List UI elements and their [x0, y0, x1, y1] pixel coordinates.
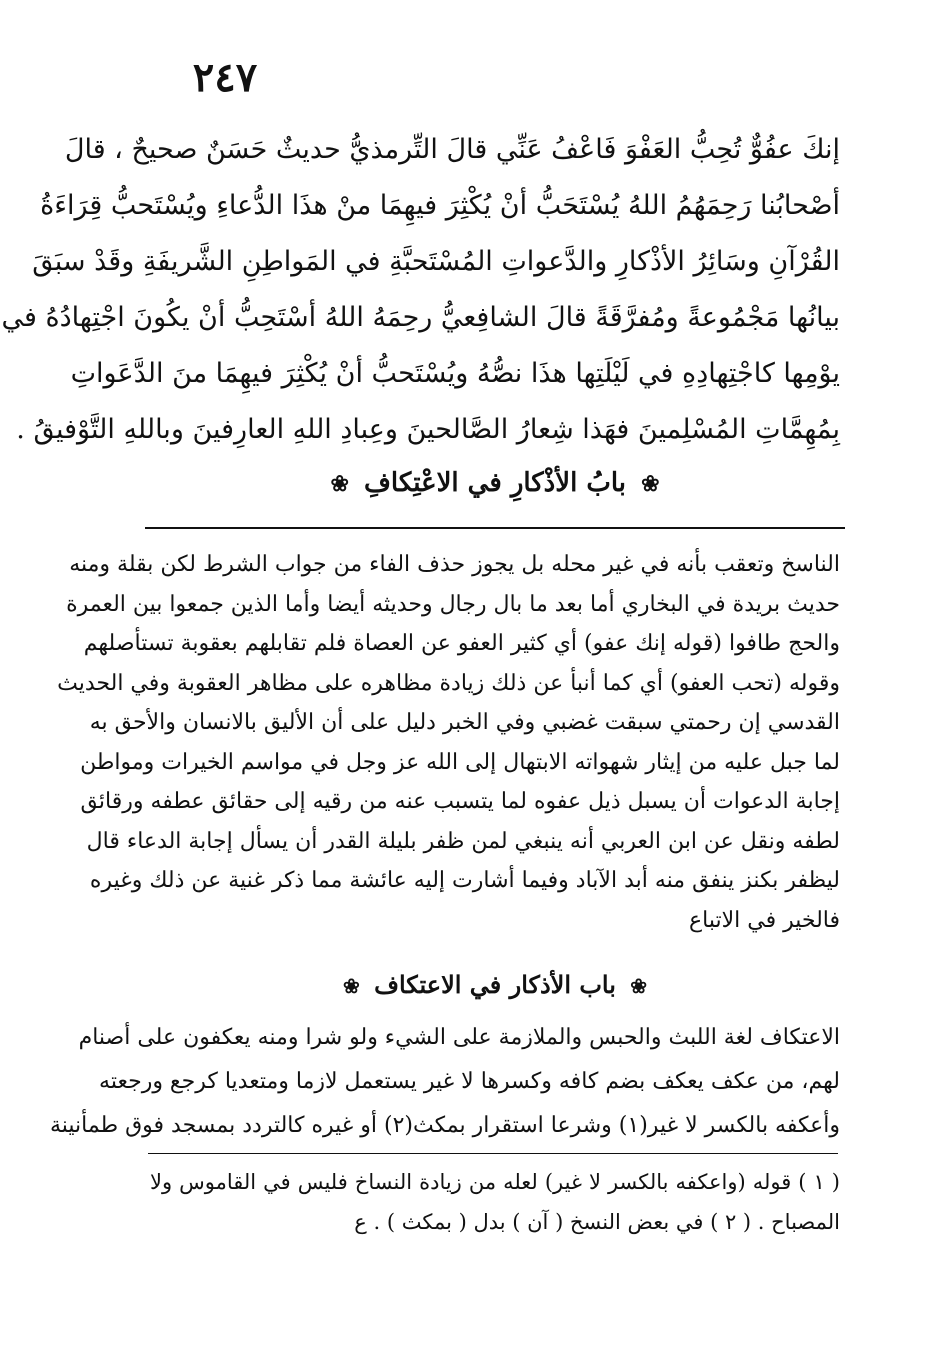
footnote-line: المصباح . ( ٢ ) في بعض النسخ ( آن ) بدل ( بمكث ) . ع	[354, 1210, 840, 1234]
main-text-block	[1, 122, 840, 458]
main-text-line: إنكَ عفُوٌّ تُحِبُّ العَفْوَ فَاعْفُ عَنِّي قالَ التِّرمذيُّ حديثٌ حَسَنٌ صحيحٌ ، قالَ	[64, 134, 840, 165]
commentary-line: لما جبل عليه من إيثار شهواته الابتهال إلى الله عز وجل في مواسم الخيرات ومواطن	[80, 749, 840, 775]
main-text-line: أصْحابُنا رَحِمَهُمُ اللهُ يُسْتَحَبُّ أنْ يُكْثِرَ فيهِمَا منْ هذَا الدُّعاءِ ويُسْتَحبُّ قِرَاءَةُ	[40, 190, 840, 221]
footnotes-block	[150, 1162, 840, 1242]
commentary-heading	[150, 970, 840, 999]
commentary-line: فالخير في الاتباع	[689, 907, 840, 933]
main-text-line: القُرْآنِ وسَائِرُ الأذْكارِ والدَّعواتِ المُسْتَحبَّةِ في المَواطِنِ الشَّريفَةِ وقَدْ سبَقَ	[32, 246, 840, 277]
commentary-line: ليظفر بكنز ينفق منه أبد الآباد وفيما أشارت إليه عائشة مما ذكر غنية عن ذلك وغيره	[89, 868, 840, 893]
ornament-icon: ❀	[641, 471, 660, 497]
main-text-line: بِمُهِمَّاتِ المُسْلِمينَ فهَذا شِعارُ الصَّالحينَ وعِبادِ اللهِ العارِفينَ وباللهِ التَّوْفيقُ .	[16, 414, 840, 445]
ornament-icon: ❀	[630, 974, 648, 998]
commentary-line: القدسي إن رحمتي سبقت غضبي وفي الخبر دليل على أن الأليق بالانسان والأحق به	[89, 710, 840, 735]
commentary-heading-text: باب الأذكار في الاعتكاف	[374, 970, 616, 999]
ornament-icon: ❀	[330, 471, 349, 497]
main-text-line: يوْمِها كاجْتِهادِهِ في لَيْلَتِها هذَا نصُّهُ ويُسْتَحبُّ أنْ يُكْثِرَ فيهِمَا منَ الدَّعَواتِ	[70, 358, 840, 389]
section-divider	[145, 527, 845, 529]
commentary-continued-block	[49, 1016, 840, 1148]
commentary-line: الناسخ وتعقب بأنه في غير محله بل يجوز حذف الفاء من جواب الشرط لكن بقلة ومنه	[69, 552, 840, 577]
main-text-line: بيانُها مَجْمُوعةً ومُفرَّقَةً قالَ الشافِعيُّ رحِمَهُ اللهُ أسْتَحِبُّ أنْ يكُونَ اجْتِهادُهُ في	[1, 302, 840, 333]
commentary-line: وأعكفه بالكسر لا غير(١) وشرعا استقرار بمكث(٢) أو غيره كالتردد بمسجد فوق طمأنينة	[49, 1113, 840, 1138]
commentary-line: والحج طافوا (قوله إنك عفو) أي كثير العفو عن العصاة فلم تقابلهم بعقوبة تستأصلهم	[83, 631, 840, 656]
footnote-divider	[148, 1153, 838, 1154]
commentary-line: حديث بريدة في البخاري أما بعد ما بال رجال وحديثه أيضا وأما الذين جمعوا بين العمرة	[66, 591, 840, 617]
commentary-line: لطفه ونقل عن ابن العربي أنه ينبغي لمن ظفر بليلة القدر أن يسأل إجابة الدعاء قال	[86, 828, 840, 854]
chapter-heading	[150, 468, 840, 498]
ornament-icon: ❀	[342, 974, 360, 998]
page-number: ٢٤٧	[192, 54, 258, 101]
commentary-line: وقوله (تحب العفو) أي كما أنبأ عن ذلك زيادة مظاهره على مظاهر العقوبة وفي الحديث	[57, 670, 840, 696]
commentary-line: لهم، من عكف يعكف بضم كافه وكسرها لا غير يستعمل لازما ومتعديا كرجع ورجعته	[99, 1069, 840, 1094]
commentary-line: الاعتكاف لغة اللبث والحبس والملازمة على الشيء ولو شرا ومنه يعكفون على أصنام	[78, 1025, 840, 1050]
commentary-block	[57, 545, 840, 940]
chapter-heading-text: بابُ الأذْكارِ في الاعْتِكافِ	[363, 468, 627, 498]
commentary-line: إجابة الدعوات أن يسبل ذيل عفوه لما يتسبب عنه من رقيه إلى حقائق عطفه ورقائق	[80, 789, 840, 814]
footnote-line: ( ١ ) قوله (واعكفه بالكسر لا غير) لعله من زيادة النساخ فليس في القاموس ولا	[150, 1170, 840, 1194]
